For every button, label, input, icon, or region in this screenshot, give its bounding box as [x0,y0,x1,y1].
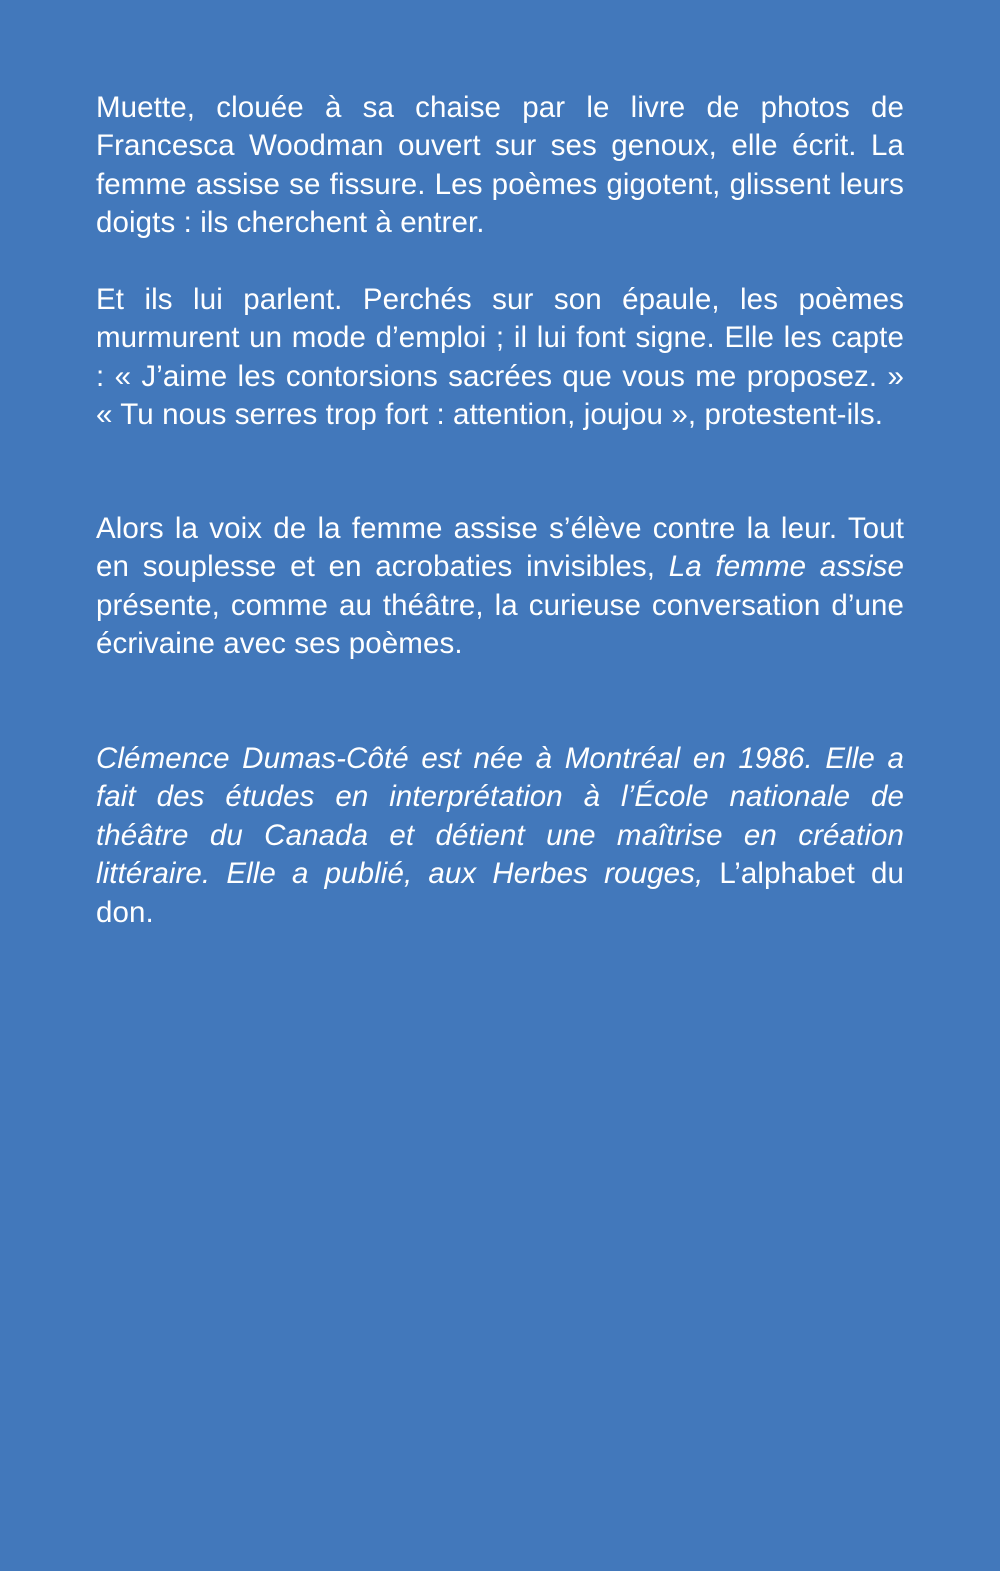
author-bio-text: Clémence Dumas-Côté est née à Montréal en 1986. Elle a fait des études en interprétation à l’École nationale de théâtre du Canada et détient une maîtrise en création littéraire. Elle a publié, aux Herbes rouges, [96,742,904,891]
synopsis-paragraph-2: Et ils lui parlent. Perchés sur son épaule, les poèmes murmurent un mode d’emploi ; il lui font signe. Elle les capte : « J’aime les contorsions sacrées que vous me proposez. » « Tu nous serres trop fort : attention, joujou », protestent-ils. [96,283,904,432]
synopsis-paragraph-1: Muette, clouée à sa chaise par le livre de photos de Francesca Woodman ouvert sur ses genoux, elle écrit. La femme assise se fissure. Les poèmes gigotent, glissent leurs doigts : ils cherchent à entrer. [96,91,904,240]
previous-book-title: L’alphabet du don. [96,857,905,929]
paragraph-3-tail: présente, comme au théâtre, la curieuse conversation d’une écrivaine avec ses poèmes. [96,588,904,661]
paragraph-3-lead: Alors la voix de la femme assise s’élève contre la leur. Tout en souplesse et en acrobaties invisibles, [96,512,904,584]
synopsis-paragraph-3 [96,510,904,664]
book-title-italic: La femme assise [668,550,904,584]
author-bio [96,740,904,932]
